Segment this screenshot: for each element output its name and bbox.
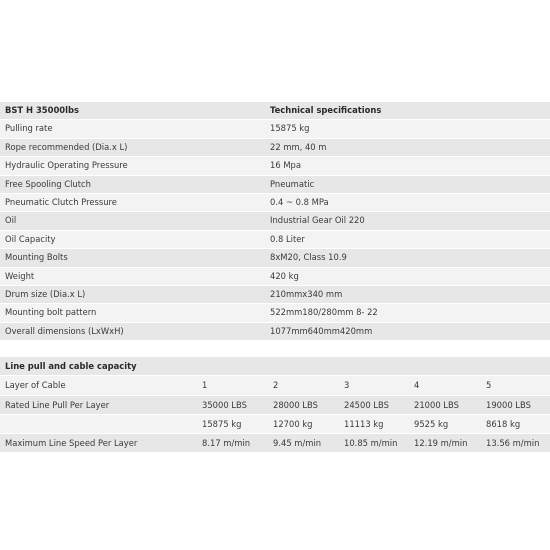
- spec-row-mounting-bolts: [0, 249, 550, 267]
- pull-kg-cell: 15875 kg: [202, 418, 242, 429]
- spec-row-oil: [0, 212, 550, 230]
- spec-value: 22 mm, 40 m: [270, 141, 327, 152]
- spec-row-hydraulic-pressure: [0, 157, 550, 175]
- pull-lbs-cell: 19000 LBS: [486, 399, 531, 410]
- spec-value: 210mmx340 mm: [270, 288, 343, 299]
- spec-label: Oil Capacity: [5, 233, 56, 244]
- speed-cell: 12.19 m/min: [414, 438, 468, 449]
- specifications-table: [0, 102, 550, 341]
- pull-kg-cell: 8618 kg: [486, 418, 521, 429]
- spec-value: 15875 kg: [270, 123, 310, 134]
- spec-label: Drum size (Dia.x L): [5, 288, 86, 299]
- spec-value: 16 Mpa: [270, 160, 301, 171]
- spec-row-drum-size: [0, 286, 550, 304]
- pull-lbs-cell: 28000 LBS: [273, 399, 318, 410]
- speed-cell: 10.85 m/min: [344, 438, 398, 449]
- speed-cell: 13.56 m/min: [486, 438, 540, 449]
- layer-cell: 4: [414, 380, 420, 391]
- spec-label: Oil: [5, 215, 17, 226]
- row-label: Maximum Line Speed Per Layer: [5, 438, 138, 449]
- row-label: Rated Line Pull Per Layer: [5, 399, 110, 410]
- line-speed-row: [0, 434, 550, 453]
- pull-kg-cell: 11113 kg: [344, 418, 384, 429]
- spec-value: 522mm180/280mm 8- 22: [270, 307, 378, 318]
- spec-label: Weight: [5, 270, 35, 281]
- spec-label: Mounting Bolts: [5, 252, 68, 263]
- spec-row-rope: [0, 139, 550, 157]
- spec-label: Mounting bolt pattern: [5, 307, 97, 318]
- spec-value: Pneumatic: [270, 178, 315, 189]
- pull-kg-cell: 9525 kg: [414, 418, 449, 429]
- pull-lbs-cell: 21000 LBS: [414, 399, 459, 410]
- spec-row-oil-capacity: [0, 231, 550, 249]
- line-pull-header-row: [0, 357, 550, 376]
- speed-cell: 9.45 m/min: [273, 438, 322, 449]
- pull-lbs-cell: 35000 LBS: [202, 399, 247, 410]
- layer-cell: 5: [486, 380, 492, 391]
- spec-label: Pneumatic Clutch Pressure: [5, 196, 117, 207]
- spec-row-free-spooling-clutch: [0, 176, 550, 194]
- spec-value: 8xM20, Class 10.9: [270, 252, 347, 263]
- spec-row-overall-dimensions: [0, 323, 550, 341]
- specifications-header-row: [0, 102, 550, 120]
- spec-label: Hydraulic Operating Pressure: [5, 160, 128, 171]
- spec-label: Free Spooling Clutch: [5, 178, 91, 189]
- line-pull-table: [0, 357, 550, 453]
- pull-lbs-cell: 24500 LBS: [344, 399, 389, 410]
- line-pull-heading: Line pull and cable capacity: [5, 361, 137, 371]
- pull-kg-cell: 12700 kg: [273, 418, 313, 429]
- spec-value: 420 kg: [270, 270, 299, 281]
- rated-pull-lbs-row: [0, 396, 550, 415]
- spec-value: 1077mm640mm420mm: [270, 325, 373, 336]
- spec-label: Pulling rate: [5, 123, 53, 134]
- rated-pull-kg-row: [0, 415, 550, 434]
- row-label: Layer of Cable: [5, 380, 66, 391]
- speed-cell: 8.17 m/min: [202, 438, 251, 449]
- spec-row-weight: [0, 268, 550, 286]
- spec-row-clutch-pressure: [0, 194, 550, 212]
- spec-label: Rope recommended (Dia.x L): [5, 141, 128, 152]
- layer-row: [0, 376, 550, 395]
- spec-value: 0.4 ~ 0.8 MPa: [270, 196, 329, 207]
- spec-row-pulling-rate: [0, 120, 550, 138]
- spec-row-bolt-pattern: [0, 304, 550, 322]
- model-title: BST H 35000lbs: [5, 105, 79, 115]
- specifications-heading: Technical specifications: [270, 105, 382, 115]
- spec-label: Overall dimensions (LxWxH): [5, 325, 124, 336]
- layer-cell: 1: [202, 380, 208, 391]
- spec-value: Industrial Gear Oil 220: [270, 215, 365, 226]
- layer-cell: 2: [273, 380, 279, 391]
- layer-cell: 3: [344, 380, 350, 391]
- spec-value: 0.8 Liter: [270, 233, 305, 244]
